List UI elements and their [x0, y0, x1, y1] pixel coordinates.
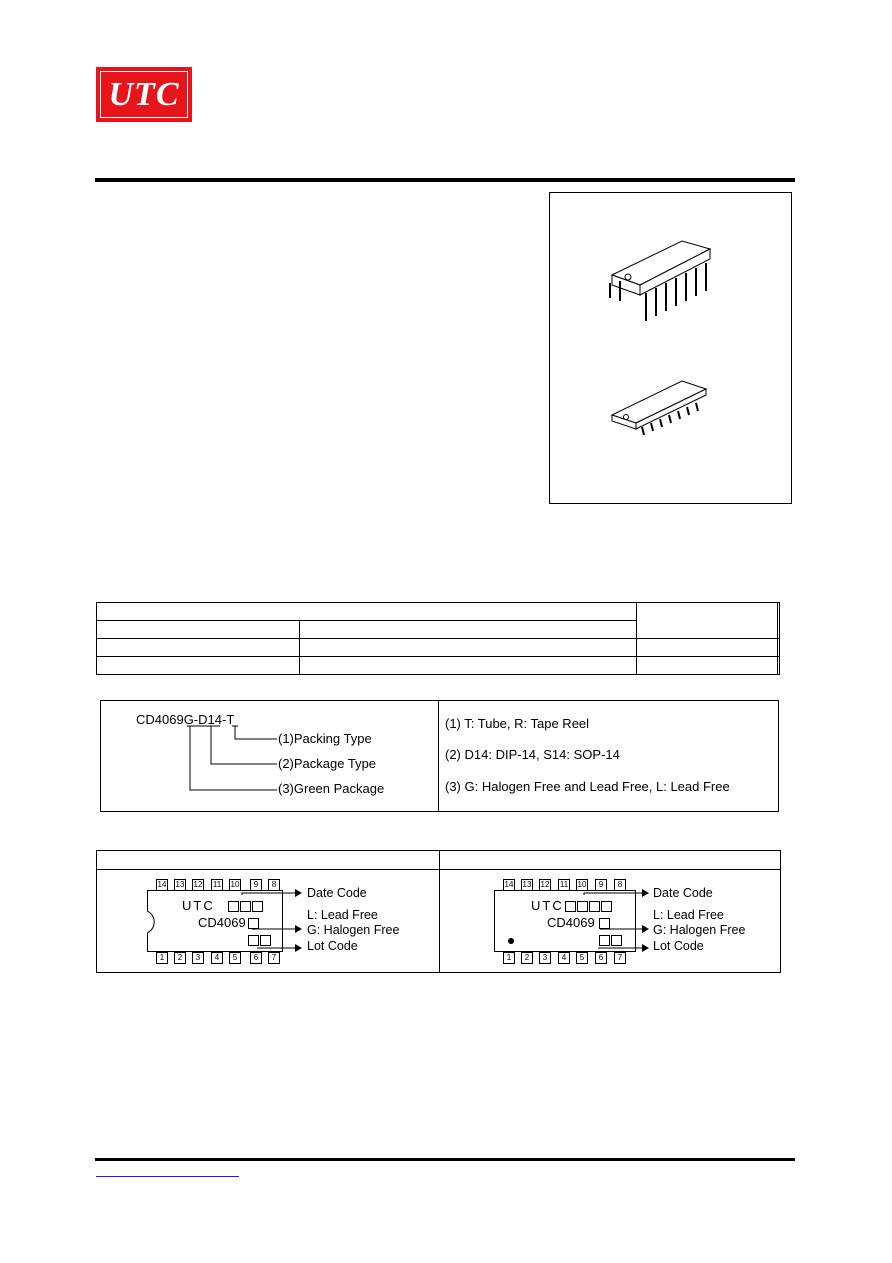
table-row — [97, 639, 780, 657]
pointer-green-package: (3)Green Package — [278, 781, 385, 796]
pin: 10 — [230, 880, 240, 889]
part-number: CD4069G-D14-T — [136, 712, 235, 727]
logo-text: UTC — [108, 75, 180, 113]
label-halogen-free: G: Halogen Free — [307, 923, 400, 937]
mark-line1: UTC — [182, 898, 215, 913]
divider — [438, 701, 439, 811]
pin: 9 — [595, 879, 607, 891]
pin: 13 — [522, 880, 532, 889]
pin: 2 — [521, 952, 533, 964]
pin: 11 — [212, 880, 222, 889]
pointer-lines — [101, 701, 438, 811]
pin: 4 — [211, 952, 223, 964]
label-lead-free: L: Lead Free — [653, 908, 724, 922]
pin: 10 — [577, 880, 587, 889]
pin: 13 — [175, 880, 185, 889]
pin: 8 — [268, 879, 280, 891]
pin: 6 — [250, 952, 262, 964]
pin: 1 — [503, 952, 515, 964]
pointer-packing-type: (1)Packing Type — [278, 731, 372, 746]
pin: 6 — [595, 952, 607, 964]
label-lot-code: Lot Code — [307, 939, 358, 953]
footer-link-underline[interactable] — [96, 1176, 239, 1177]
desc-package-type: (2) D14: DIP-14, S14: SOP-14 — [445, 747, 620, 762]
sop14-package-image — [550, 193, 791, 503]
pointer-package-type: (2)Package Type — [278, 756, 377, 771]
mark-line2: CD4069 — [547, 915, 595, 930]
marking-arrows — [97, 870, 439, 972]
mark-line2: CD4069 — [198, 915, 246, 930]
footer-rule — [95, 1158, 795, 1161]
desc-packing-type: (1) T: Tube, R: Tape Reel — [445, 716, 590, 731]
pin: 14 — [157, 880, 167, 889]
label-date-code: Date Code — [307, 886, 367, 900]
marking-table — [96, 850, 781, 973]
pin: 3 — [192, 952, 204, 964]
marking-sop14 — [440, 870, 781, 973]
pin: 3 — [539, 952, 551, 964]
pin: 5 — [576, 952, 588, 964]
table-cell — [778, 603, 780, 639]
pin: 7 — [614, 952, 626, 964]
marking-dip14 — [97, 870, 440, 973]
pin: 14 — [504, 880, 514, 889]
label-halogen-free: G: Halogen Free — [653, 923, 746, 937]
pin: 9 — [250, 879, 262, 891]
pin: 7 — [268, 952, 280, 964]
table-row — [97, 657, 780, 675]
table-cell — [440, 851, 781, 870]
ordering-information-table — [96, 602, 780, 675]
pin: 5 — [229, 952, 241, 964]
table-cell — [97, 851, 440, 870]
label-lot-code: Lot Code — [653, 939, 704, 953]
header-rule — [95, 178, 795, 182]
desc-green-package: (3) G: Halogen Free and Lead Free, L: Lead Free — [445, 779, 730, 794]
utc-logo — [96, 67, 192, 122]
part-number-explanation — [100, 700, 779, 812]
table-cell — [637, 603, 778, 639]
label-lead-free: L: Lead Free — [307, 908, 378, 922]
pin: 2 — [174, 952, 186, 964]
mark-line1: UTC — [531, 898, 564, 913]
pin: 1 — [156, 952, 168, 964]
marking-arrows — [440, 870, 780, 972]
pin: 8 — [614, 879, 626, 891]
table-cell — [97, 603, 637, 621]
label-date-code: Date Code — [653, 886, 713, 900]
table-cell — [97, 621, 300, 639]
pin: 12 — [540, 880, 550, 889]
pin: 11 — [559, 880, 569, 889]
package-images-box — [549, 192, 792, 504]
table-cell — [300, 621, 637, 639]
pin: 4 — [558, 952, 570, 964]
pin: 12 — [193, 880, 203, 889]
